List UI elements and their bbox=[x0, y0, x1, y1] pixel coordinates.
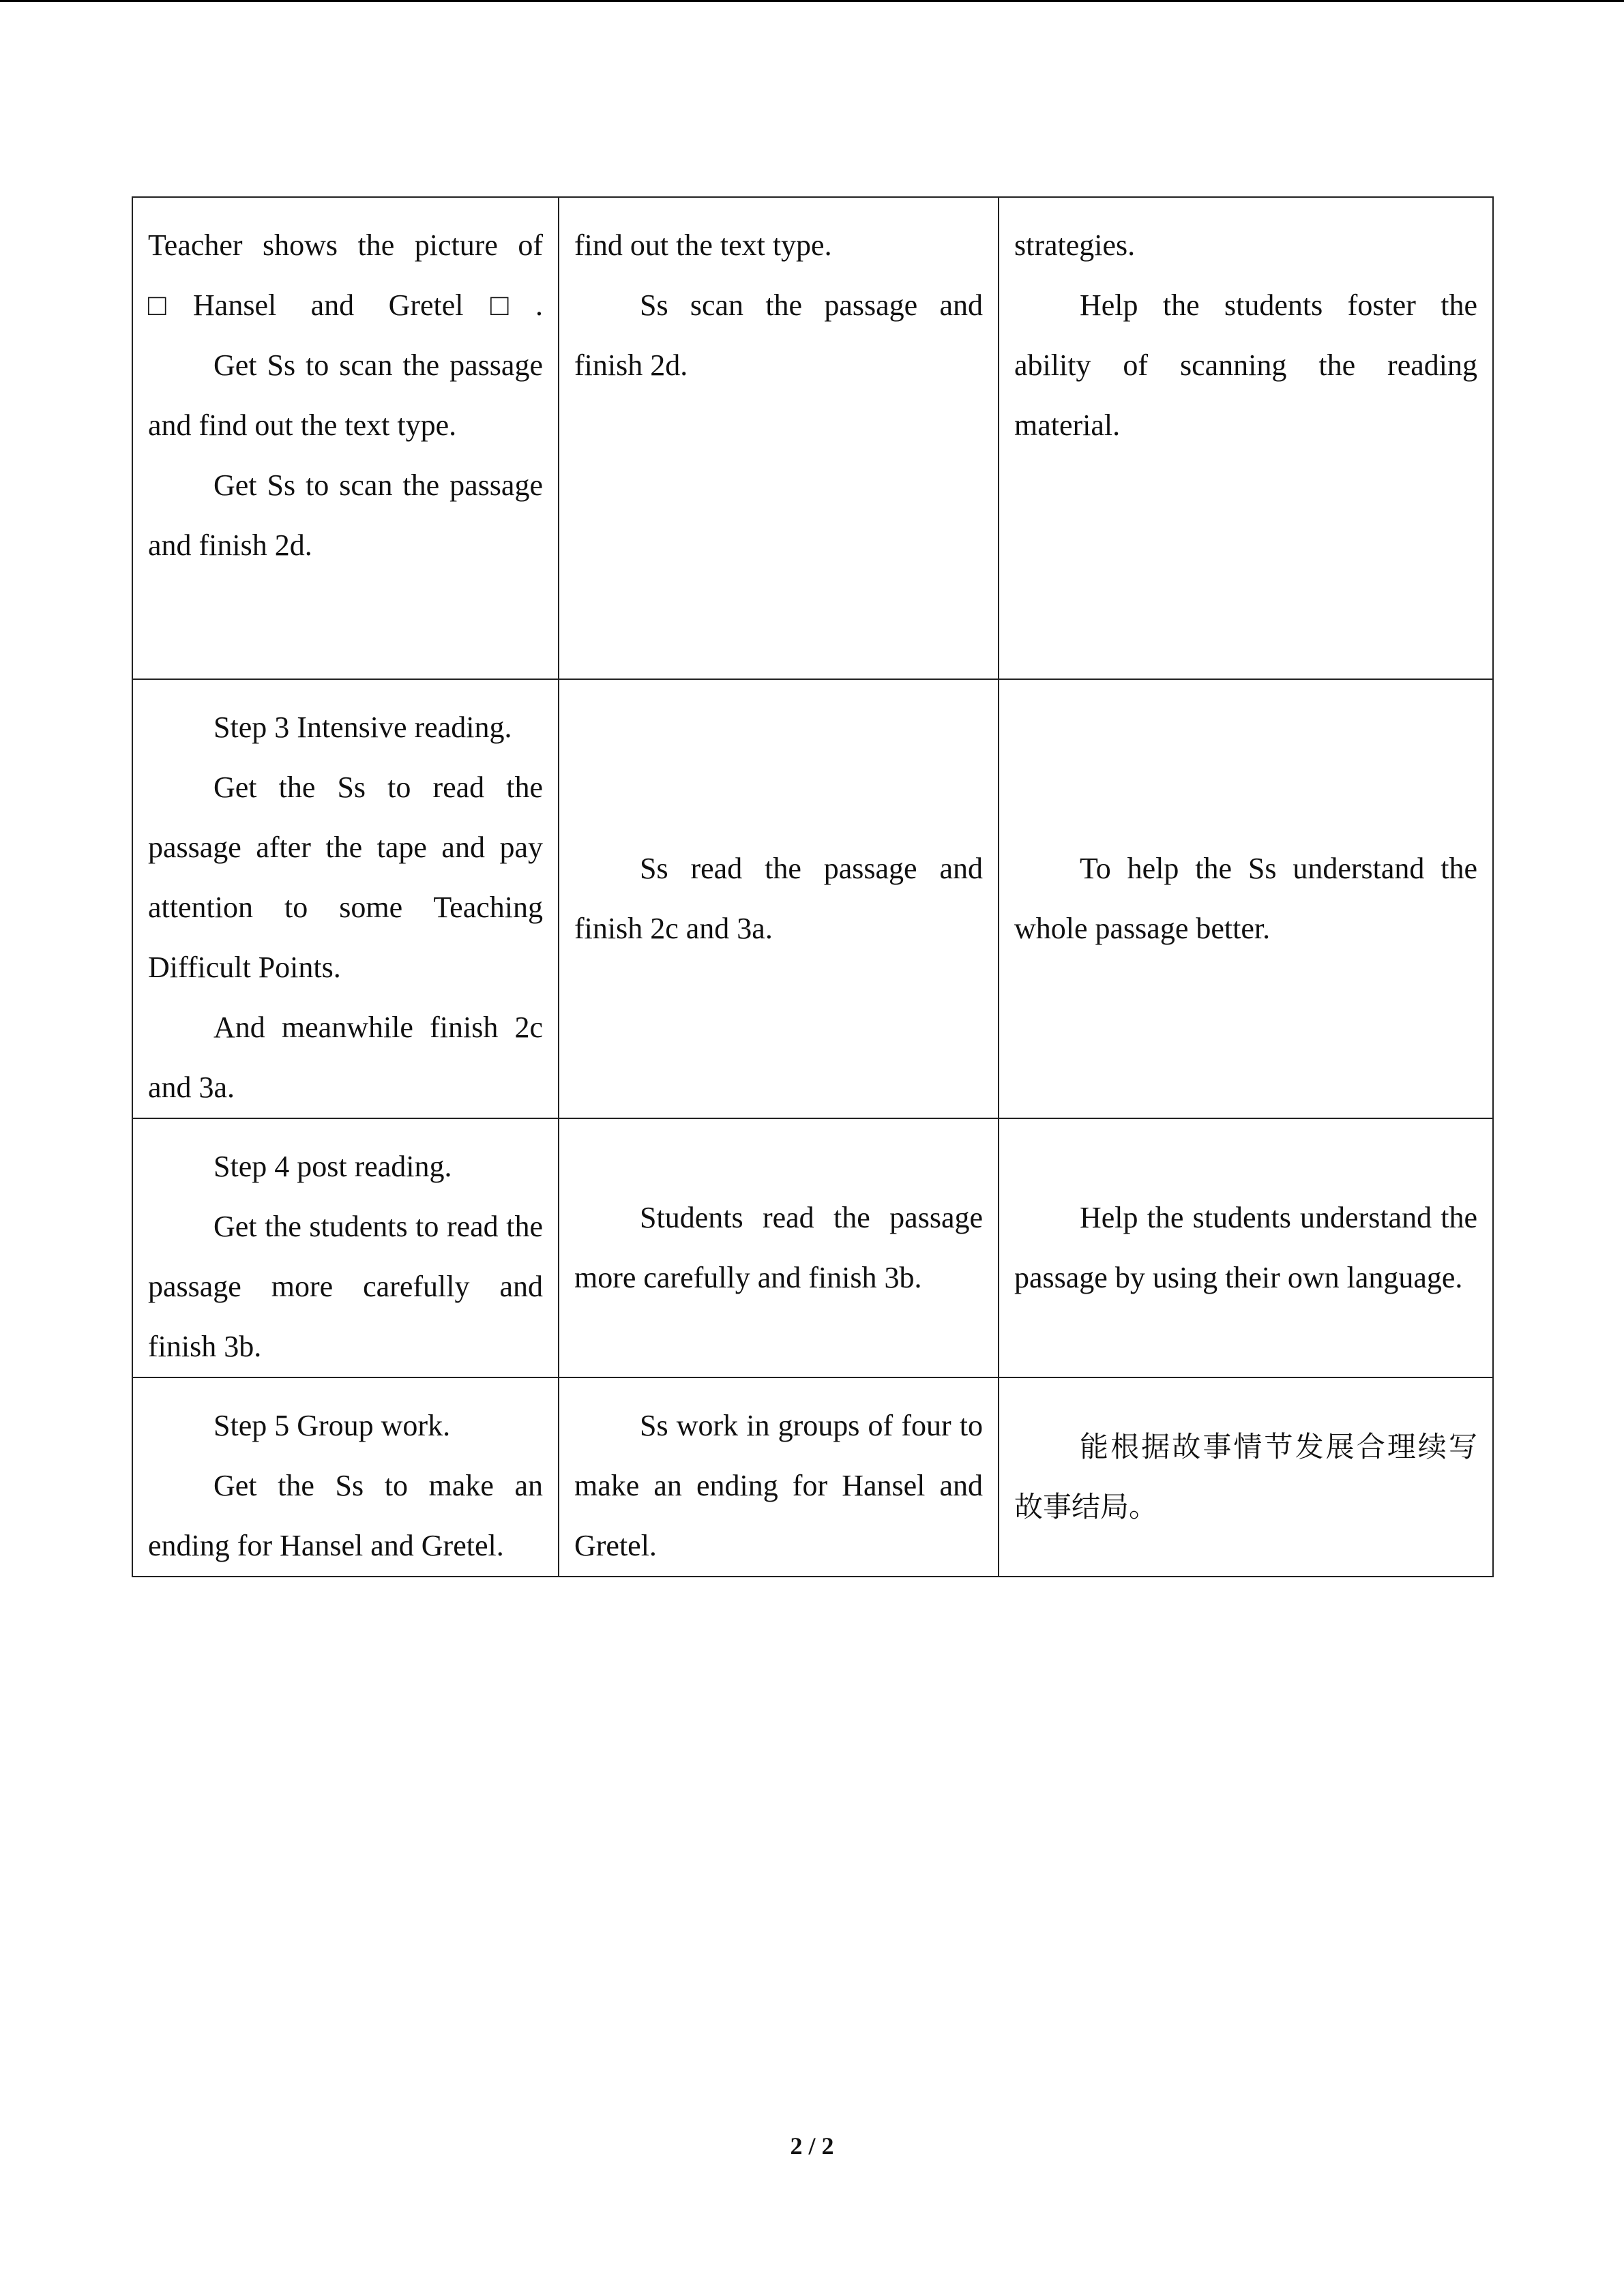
paragraph: Get the Ss to read the passage after the tape and pay attention to some Teaching Difficult Points. bbox=[148, 771, 543, 984]
student-activity-cell bbox=[559, 679, 999, 1118]
table-row bbox=[132, 1118, 1493, 1377]
lesson-plan-table bbox=[132, 196, 1494, 1577]
table-row bbox=[132, 679, 1493, 1118]
paragraph: Teacher shows the picture of □Hansel and Gretel□. bbox=[148, 228, 543, 322]
paragraph: Ss scan the passage and finish 2d. bbox=[574, 288, 983, 382]
teacher-activity-cell bbox=[132, 679, 559, 1118]
page-number: 2 / 2 bbox=[790, 2132, 834, 2160]
paragraph: Step 5 Group work. bbox=[213, 1409, 451, 1442]
design-purpose-cell bbox=[999, 1118, 1493, 1377]
paragraph: Step 3 Intensive reading. bbox=[213, 711, 512, 744]
teacher-activity-cell bbox=[132, 1118, 559, 1377]
paragraph: 能根据故事情节发展合理续写故事结局。 bbox=[1014, 1430, 1477, 1523]
student-activity-cell bbox=[559, 1118, 999, 1377]
page-top-border bbox=[0, 0, 1624, 2]
table-row bbox=[132, 1377, 1493, 1577]
teacher-activity-cell bbox=[132, 1377, 559, 1577]
paragraph: strategies. bbox=[1014, 228, 1136, 262]
paragraph: To help the Ss understand the whole passage better. bbox=[1014, 852, 1477, 945]
design-purpose-cell bbox=[999, 197, 1493, 679]
paragraph: find out the text type. bbox=[574, 228, 832, 262]
paragraph: Help the students understand the passage by using their own language. bbox=[1014, 1201, 1477, 1294]
paragraph: Ss read the passage and finish 2c and 3a. bbox=[574, 852, 983, 945]
student-activity-cell bbox=[559, 1377, 999, 1577]
table-row bbox=[132, 197, 1493, 679]
paragraph: Help the students foster the ability of scanning the reading material. bbox=[1014, 288, 1477, 442]
design-purpose-cell bbox=[999, 679, 1493, 1118]
paragraph: Get the Ss to make an ending for Hansel and Gretel. bbox=[148, 1469, 543, 1562]
student-activity-cell bbox=[559, 197, 999, 679]
paragraph: Step 4 post reading. bbox=[213, 1150, 452, 1183]
teacher-activity-cell bbox=[132, 197, 559, 679]
paragraph: And meanwhile finish 2c and 3a. bbox=[148, 1011, 543, 1104]
design-purpose-cell bbox=[999, 1377, 1493, 1577]
paragraph: Get Ss to scan the passage and finish 2d. bbox=[148, 468, 543, 562]
paragraph: Get the students to read the passage more carefully and finish 3b. bbox=[148, 1210, 543, 1363]
paragraph: Ss work in groups of four to make an ending for Hansel and Gretel. bbox=[574, 1409, 983, 1562]
paragraph: Students read the passage more carefully and finish 3b. bbox=[574, 1201, 983, 1294]
paragraph: Get Ss to scan the passage and find out the text type. bbox=[148, 348, 543, 442]
